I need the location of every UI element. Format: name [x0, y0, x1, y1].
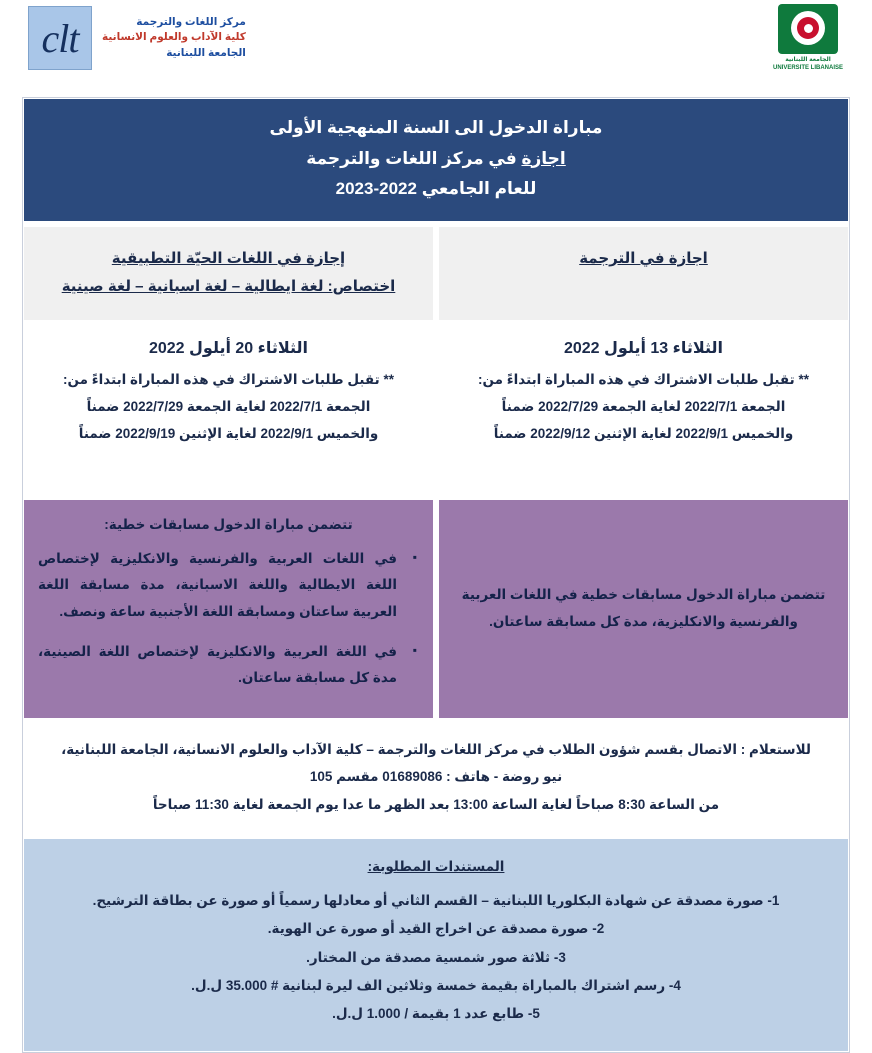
required-documents-list	[42, 887, 830, 1029]
list-item: ▪ في اللغات العربية والفرنسية والانكليزية لإختصاص اللغة الايطالية واللغة الاسبانية، مدة مسابقة اللغة العربية ساعتان ومسابقة اللغة الأجنبية ساعة ونصف.	[38, 546, 401, 625]
application-note-line-2: الجمعة 2022/7/1 لغاية الجمعة 2022/7/29 ضمناً	[501, 398, 786, 414]
title-line-2	[34, 144, 838, 175]
exam-content-applied-title: تتضمن مباراة الدخول مسابقات خطية:	[104, 516, 353, 532]
clt-logo-line-3: الجامعة اللبنانية	[166, 46, 246, 59]
clt-logo-line-1: مركز اللغات والترجمة	[136, 16, 246, 29]
clt-logo-text	[102, 15, 246, 61]
announcement-body	[22, 97, 850, 1053]
application-note-line-1: ** تقبل طلبات الاشتراك في هذه المباراة ابتداءً من:	[478, 371, 809, 387]
contact-line-1: للاستعلام : الاتصال بقسم شؤون الطلاب في مركز اللغات والترجمة – كلية الآداب والعلوم الانسانية، الجامعة اللبنانية،	[61, 741, 811, 757]
university-logo-caption	[770, 56, 846, 72]
page-header	[0, 0, 872, 88]
application-note-line-3: والخميس 2022/9/1 لغاية الإثنين 2022/9/12 ضمناً	[493, 425, 794, 441]
exam-content-translation	[439, 500, 848, 718]
list-item: 1- صورة مصدقة عن شهادة البكلوريا اللبنانية – القسم الثاني أو معادلها رسمياً أو صورة عن بطاقة الترشيح.	[92, 893, 780, 909]
announcement-title-band	[24, 99, 848, 221]
title-line-1: مباراة الدخول الى السنة المنهجية الأولى	[269, 118, 603, 137]
exam-date-applied-languages: الثلاثاء 20 أيلول 2022	[24, 326, 433, 362]
program-heading-translation-text: اجازة في الترجمة	[579, 249, 708, 267]
university-caption-ar: الجامعة اللبنانية	[785, 57, 831, 63]
exam-content-applied-list	[38, 546, 419, 692]
list-item: ▪ في اللغة العربية والانكليزية لإختصاص اللغة الصينية، مدة كل مسابقة ساعتان.	[38, 639, 401, 692]
university-caption-fr: UNIVERSITE LIBANAISE	[772, 65, 843, 72]
application-note-left-line-3: والخميس 2022/9/1 لغاية الإثنين 2022/9/19 ضمناً	[78, 425, 379, 441]
application-note-left-line-2: الجمعة 2022/7/1 لغاية الجمعة 2022/7/29 ضمناً	[86, 398, 371, 414]
title-line-2-rest: في مركز اللغات والترجمة	[306, 148, 522, 168]
clt-logo-line-2: كلية الآداب والعلوم الانسانية	[102, 31, 246, 44]
program-heading-translation	[439, 227, 848, 320]
contact-line-3: من الساعة 8:30 صباحاً لغاية الساعة 13:00 بعد الظهر ما عدا يوم الجمعة لغاية 11:30 صباحاً	[152, 797, 720, 812]
title-line-3: للعام الجامعي 2022-2023	[335, 179, 537, 199]
clt-logo	[28, 6, 246, 70]
application-period-translation	[439, 362, 848, 461]
list-item: 4- رسم اشتراك بالمباراة بقيمة خمسة وثلاثين الف ليرة لبنانية # 35.000 ل.ل.	[191, 978, 681, 994]
program-heading-applied-line-2: اختصاص: لغة ايطالية – لغة اسبانية – لغة صينية	[61, 278, 396, 296]
university-emblem-icon	[778, 4, 838, 54]
university-swirl-icon	[791, 11, 825, 45]
program-heading-applied-languages	[24, 227, 433, 320]
exam-content-row	[24, 500, 848, 718]
title-line-2-emphasis: اجازة	[521, 148, 566, 168]
required-documents-block	[24, 839, 848, 1051]
contact-line-2: نيو روضة - هاتف : 01689086 مقسم 105	[309, 769, 563, 785]
application-period-applied-languages	[24, 362, 433, 461]
program-heading-row	[24, 227, 848, 320]
exam-content-translation-text: تتضمن مباراة الدخول مسابقات خطية في اللغات العربية والفرنسية والانكليزية، مدة كل مسابقة ساعتان.	[461, 587, 826, 629]
exam-date-translation: الثلاثاء 13 أيلول 2022	[439, 326, 848, 362]
list-item: 3- ثلاثة صور شمسية مصدقة من المختار.	[306, 949, 566, 965]
clt-monogram-icon: clt	[28, 6, 92, 70]
dates-applied-languages-cell	[24, 326, 433, 494]
dates-translation-cell	[439, 326, 848, 494]
university-logo	[770, 4, 846, 72]
program-heading-applied-line-1: إجازة في اللغات الحيّة التطبيقية	[111, 249, 346, 267]
contact-info-block	[24, 724, 848, 833]
list-item: 5- طابع عدد 1 بقيمة / 1.000 ل.ل.	[332, 1006, 540, 1022]
exam-content-applied-languages	[24, 500, 433, 718]
required-documents-title: المستندات المطلوبة:	[367, 858, 505, 874]
application-note-left-line-1: ** تقبل طلبات الاشتراك في هذه المباراة ابتداءً من:	[63, 371, 394, 387]
list-item: 2- صورة مصدقة عن اخراج القيد أو صورة عن الهوية.	[267, 921, 605, 937]
dates-row	[24, 326, 848, 494]
